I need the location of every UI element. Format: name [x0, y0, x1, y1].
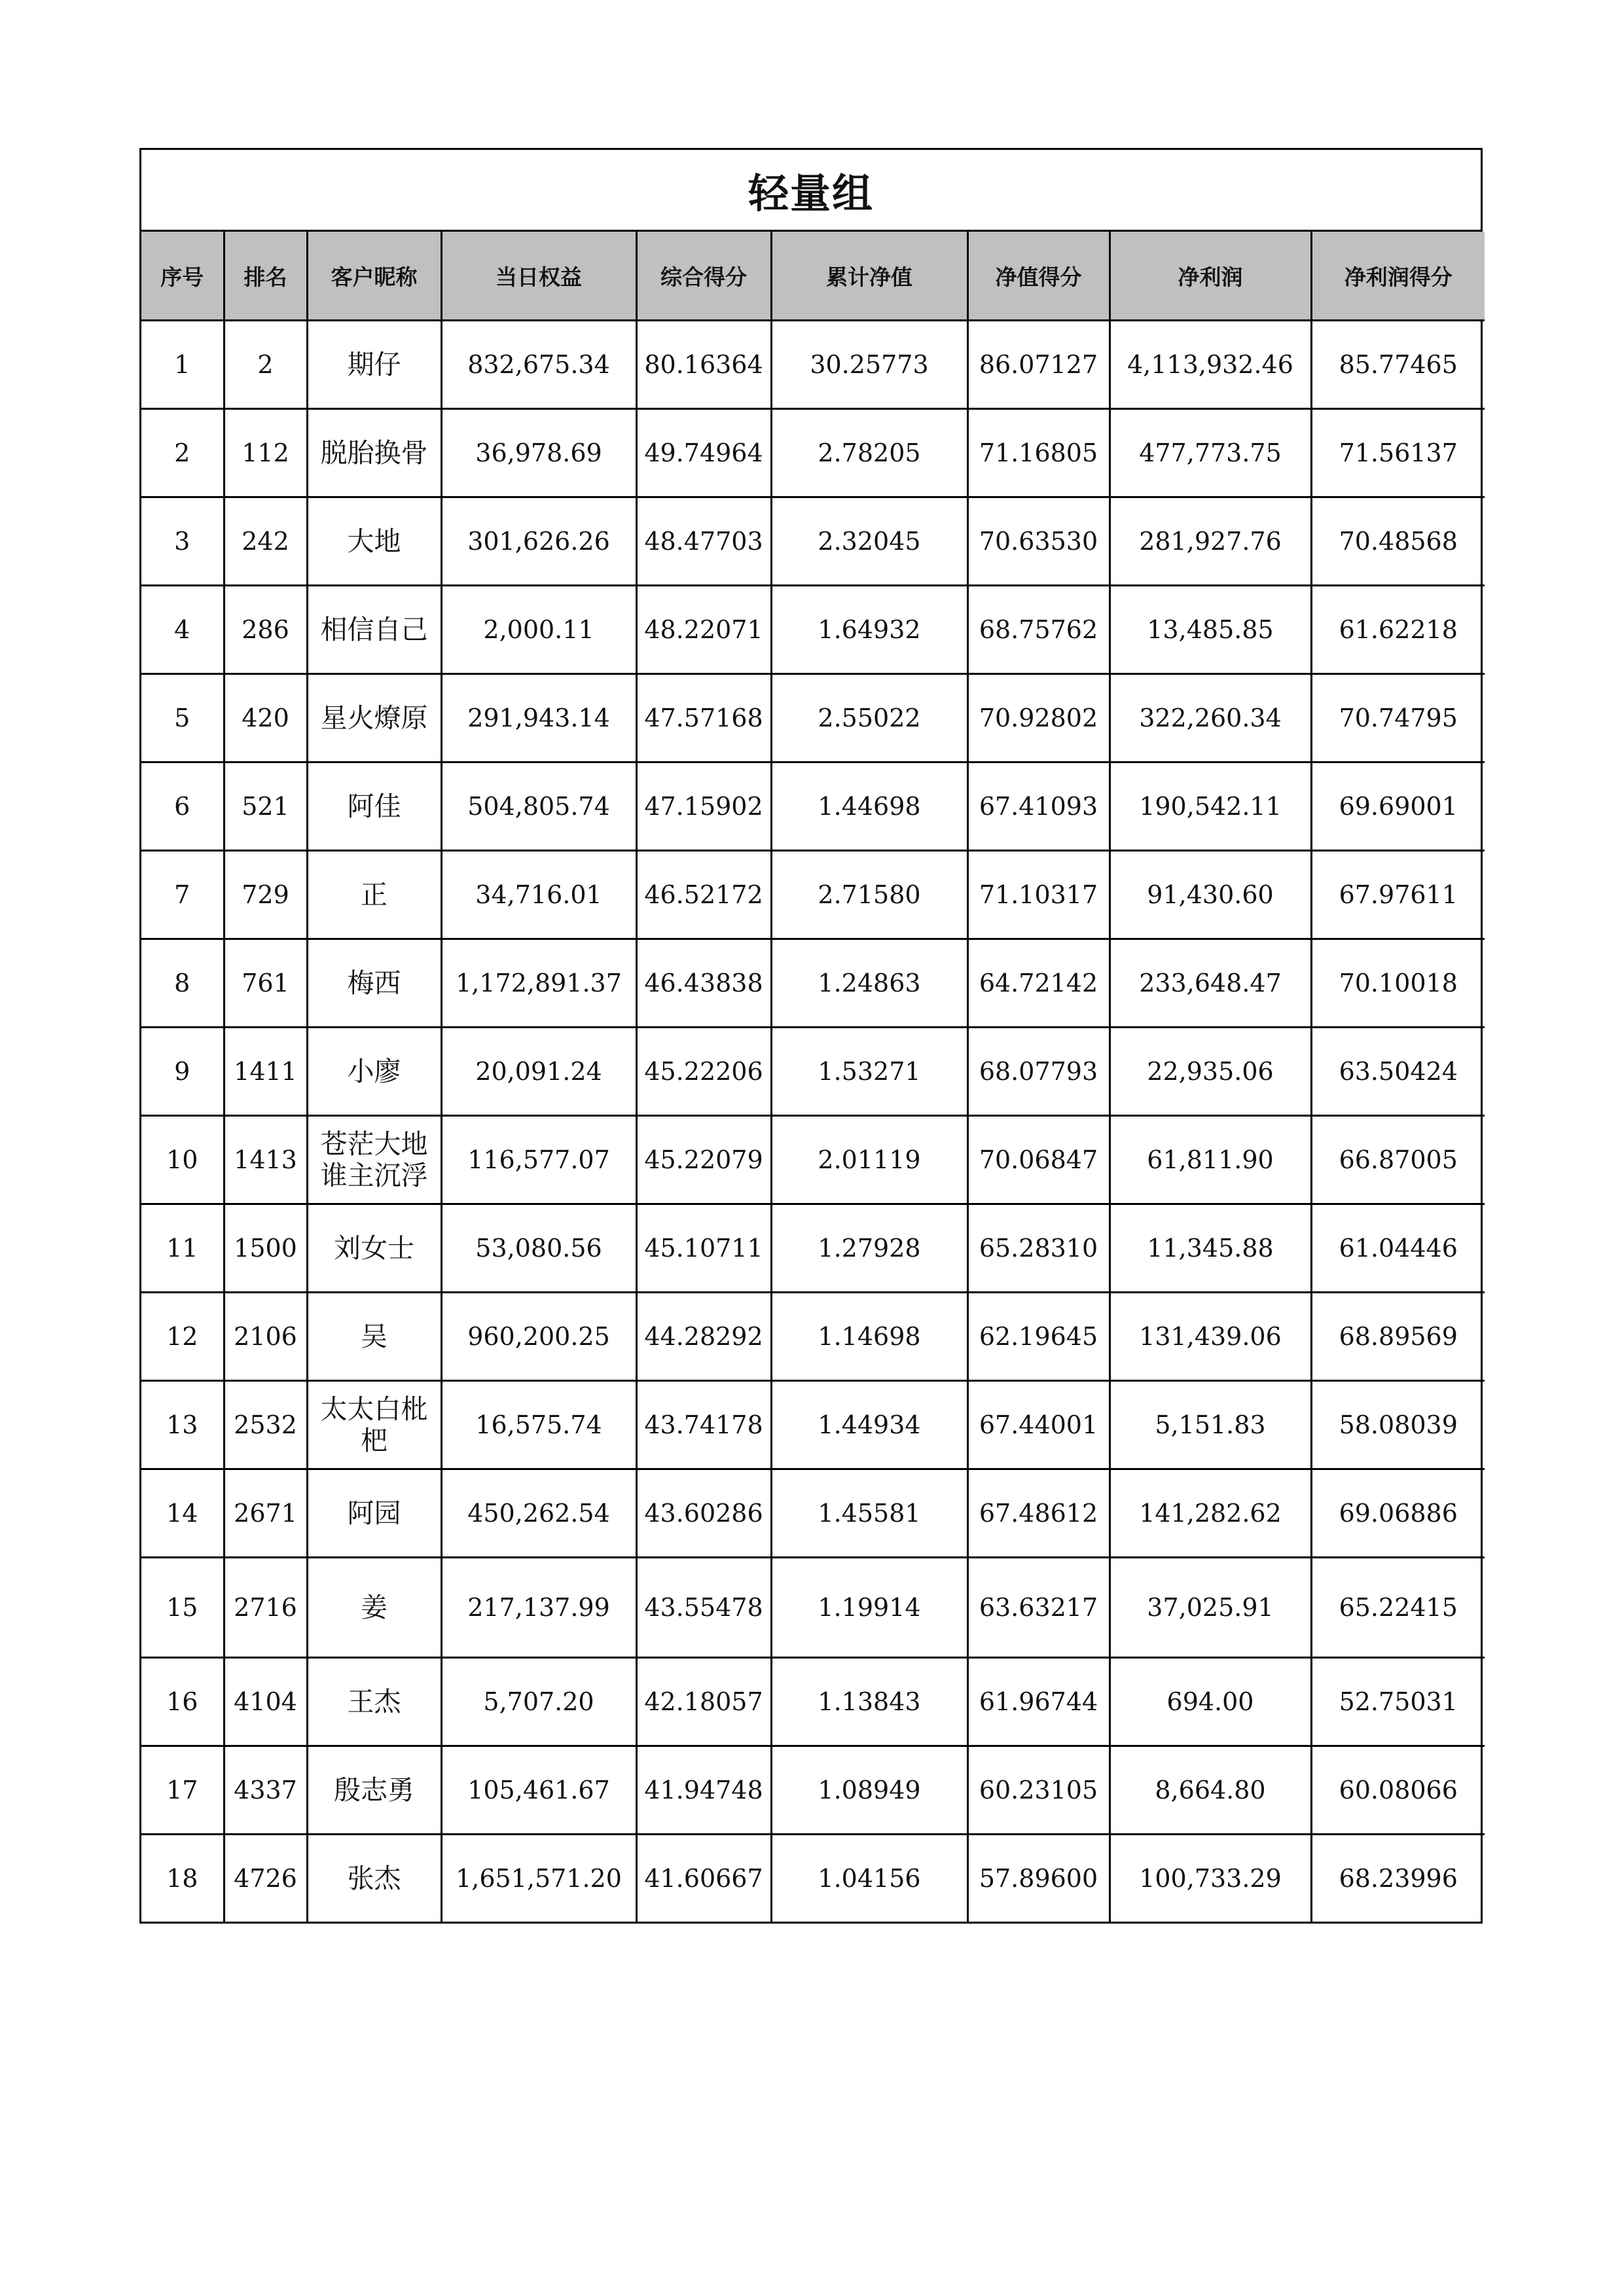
- rank-cell: 4104: [224, 1658, 307, 1746]
- cumulative-nav-cell: 1.44934: [771, 1381, 967, 1469]
- nickname-cell: 阿佳: [307, 762, 441, 851]
- net-profit-cell: 11,345.88: [1110, 1204, 1311, 1293]
- table-row: [141, 851, 1485, 939]
- daily-equity-cell: 504,805.74: [441, 762, 636, 851]
- cumulative-nav-cell: 1.14698: [771, 1293, 967, 1381]
- nickname-cell: 小廖: [307, 1028, 441, 1116]
- net-profit-cell: 37,025.91: [1110, 1558, 1311, 1658]
- index-cell: 9: [141, 1028, 224, 1116]
- net-profit-score-cell: 68.89569: [1311, 1293, 1485, 1381]
- net-profit-cell: 8,664.80: [1110, 1746, 1311, 1835]
- col-header-nickname: 客户昵称: [307, 232, 441, 321]
- total-score-cell: 48.47703: [636, 497, 771, 586]
- daily-equity-cell: 301,626.26: [441, 497, 636, 586]
- index-cell: 4: [141, 586, 224, 674]
- table-row: [141, 939, 1485, 1028]
- net-profit-score-cell: 61.62218: [1311, 586, 1485, 674]
- table-row: [141, 762, 1485, 851]
- rank-cell: 521: [224, 762, 307, 851]
- nickname-cell: 阿园: [307, 1469, 441, 1558]
- col-header-net-profit-score: 净利润得分: [1311, 232, 1485, 321]
- nav-score-cell: 67.48612: [967, 1469, 1110, 1558]
- col-header-daily-equity: 当日权益: [441, 232, 636, 321]
- nickname-cell: 刘女士: [307, 1204, 441, 1293]
- net-profit-cell: 61,811.90: [1110, 1116, 1311, 1204]
- net-profit-cell: 13,485.85: [1110, 586, 1311, 674]
- net-profit-cell: 233,648.47: [1110, 939, 1311, 1028]
- index-cell: 17: [141, 1746, 224, 1835]
- sheet-title: 轻量组: [141, 150, 1481, 232]
- nickname-cell: 殷志勇: [307, 1746, 441, 1835]
- total-score-cell: 46.52172: [636, 851, 771, 939]
- rank-cell: 112: [224, 409, 307, 497]
- nav-score-cell: 63.63217: [967, 1558, 1110, 1658]
- index-cell: 2: [141, 409, 224, 497]
- rank-cell: 2671: [224, 1469, 307, 1558]
- index-cell: 18: [141, 1835, 224, 1922]
- rank-cell: 1500: [224, 1204, 307, 1293]
- net-profit-score-cell: 70.48568: [1311, 497, 1485, 586]
- table-row: [141, 1028, 1485, 1116]
- cumulative-nav-cell: 1.24863: [771, 939, 967, 1028]
- table-row: [141, 1204, 1485, 1293]
- net-profit-score-cell: 52.75031: [1311, 1658, 1485, 1746]
- rank-cell: 2716: [224, 1558, 307, 1658]
- col-header-rank: 排名: [224, 232, 307, 321]
- index-cell: 3: [141, 497, 224, 586]
- nickname-cell: 太太白枇杷: [307, 1381, 441, 1469]
- index-cell: 10: [141, 1116, 224, 1204]
- net-profit-score-cell: 61.04446: [1311, 1204, 1485, 1293]
- nav-score-cell: 67.44001: [967, 1381, 1110, 1469]
- table-row: [141, 1558, 1485, 1658]
- total-score-cell: 80.16364: [636, 321, 771, 409]
- cumulative-nav-cell: 2.32045: [771, 497, 967, 586]
- cumulative-nav-cell: 1.53271: [771, 1028, 967, 1116]
- col-header-cumulative-nav: 累计净值: [771, 232, 967, 321]
- net-profit-cell: 100,733.29: [1110, 1835, 1311, 1922]
- cumulative-nav-cell: 1.04156: [771, 1835, 967, 1922]
- total-score-cell: 41.94748: [636, 1746, 771, 1835]
- nav-score-cell: 60.23105: [967, 1746, 1110, 1835]
- daily-equity-cell: 34,716.01: [441, 851, 636, 939]
- nickname-cell: 王杰: [307, 1658, 441, 1746]
- ranking-sheet: [139, 148, 1483, 1924]
- nickname-cell: 相信自己: [307, 586, 441, 674]
- total-score-cell: 45.22206: [636, 1028, 771, 1116]
- total-score-cell: 47.57168: [636, 674, 771, 762]
- net-profit-score-cell: 60.08066: [1311, 1746, 1485, 1835]
- rank-cell: 2532: [224, 1381, 307, 1469]
- table-body: [141, 321, 1485, 1922]
- cumulative-nav-cell: 1.27928: [771, 1204, 967, 1293]
- col-header-net-profit: 净利润: [1110, 232, 1311, 321]
- net-profit-cell: 131,439.06: [1110, 1293, 1311, 1381]
- cumulative-nav-cell: 1.19914: [771, 1558, 967, 1658]
- net-profit-score-cell: 66.87005: [1311, 1116, 1485, 1204]
- daily-equity-cell: 20,091.24: [441, 1028, 636, 1116]
- total-score-cell: 43.55478: [636, 1558, 771, 1658]
- rank-cell: 286: [224, 586, 307, 674]
- table-row: [141, 1746, 1485, 1835]
- daily-equity-cell: 1,172,891.37: [441, 939, 636, 1028]
- net-profit-cell: 5,151.83: [1110, 1381, 1311, 1469]
- net-profit-score-cell: 85.77465: [1311, 321, 1485, 409]
- daily-equity-cell: 5,707.20: [441, 1658, 636, 1746]
- col-header-nav-score: 净值得分: [967, 232, 1110, 321]
- nav-score-cell: 70.06847: [967, 1116, 1110, 1204]
- nav-score-cell: 62.19645: [967, 1293, 1110, 1381]
- net-profit-score-cell: 69.69001: [1311, 762, 1485, 851]
- table-row: [141, 321, 1485, 409]
- daily-equity-cell: 832,675.34: [441, 321, 636, 409]
- index-cell: 14: [141, 1469, 224, 1558]
- rank-cell: 4726: [224, 1835, 307, 1922]
- col-header-index: 序号: [141, 232, 224, 321]
- table-row: [141, 1381, 1485, 1469]
- net-profit-score-cell: 65.22415: [1311, 1558, 1485, 1658]
- net-profit-score-cell: 67.97611: [1311, 851, 1485, 939]
- index-cell: 11: [141, 1204, 224, 1293]
- nickname-cell: 梅西: [307, 939, 441, 1028]
- net-profit-cell: 190,542.11: [1110, 762, 1311, 851]
- nav-score-cell: 71.16805: [967, 409, 1110, 497]
- nav-score-cell: 64.72142: [967, 939, 1110, 1028]
- index-cell: 13: [141, 1381, 224, 1469]
- total-score-cell: 47.15902: [636, 762, 771, 851]
- net-profit-score-cell: 68.23996: [1311, 1835, 1485, 1922]
- net-profit-cell: 4,113,932.46: [1110, 321, 1311, 409]
- nav-score-cell: 65.28310: [967, 1204, 1110, 1293]
- net-profit-cell: 281,927.76: [1110, 497, 1311, 586]
- daily-equity-cell: 450,262.54: [441, 1469, 636, 1558]
- cumulative-nav-cell: 30.25773: [771, 321, 967, 409]
- rank-cell: 761: [224, 939, 307, 1028]
- daily-equity-cell: 1,651,571.20: [441, 1835, 636, 1922]
- net-profit-score-cell: 71.56137: [1311, 409, 1485, 497]
- nickname-cell: 期仔: [307, 321, 441, 409]
- cumulative-nav-cell: 1.45581: [771, 1469, 967, 1558]
- nav-score-cell: 61.96744: [967, 1658, 1110, 1746]
- rank-cell: 729: [224, 851, 307, 939]
- nav-score-cell: 71.10317: [967, 851, 1110, 939]
- index-cell: 5: [141, 674, 224, 762]
- index-cell: 8: [141, 939, 224, 1028]
- table-row: [141, 497, 1485, 586]
- rank-cell: 4337: [224, 1746, 307, 1835]
- cumulative-nav-cell: 2.01119: [771, 1116, 967, 1204]
- nickname-cell: 张杰: [307, 1835, 441, 1922]
- cumulative-nav-cell: 2.55022: [771, 674, 967, 762]
- net-profit-cell: 477,773.75: [1110, 409, 1311, 497]
- net-profit-score-cell: 58.08039: [1311, 1381, 1485, 1469]
- nickname-cell: 正: [307, 851, 441, 939]
- cumulative-nav-cell: 1.64932: [771, 586, 967, 674]
- cumulative-nav-cell: 1.08949: [771, 1746, 967, 1835]
- daily-equity-cell: 960,200.25: [441, 1293, 636, 1381]
- index-cell: 6: [141, 762, 224, 851]
- index-cell: 12: [141, 1293, 224, 1381]
- nickname-cell: 吴: [307, 1293, 441, 1381]
- net-profit-score-cell: 63.50424: [1311, 1028, 1485, 1116]
- total-score-cell: 49.74964: [636, 409, 771, 497]
- table-row: [141, 1658, 1485, 1746]
- total-score-cell: 43.60286: [636, 1469, 771, 1558]
- net-profit-score-cell: 69.06886: [1311, 1469, 1485, 1558]
- net-profit-score-cell: 70.10018: [1311, 939, 1485, 1028]
- rank-cell: 242: [224, 497, 307, 586]
- total-score-cell: 45.10711: [636, 1204, 771, 1293]
- index-cell: 1: [141, 321, 224, 409]
- net-profit-cell: 141,282.62: [1110, 1469, 1311, 1558]
- table-row: [141, 409, 1485, 497]
- nav-score-cell: 68.75762: [967, 586, 1110, 674]
- daily-equity-cell: 53,080.56: [441, 1204, 636, 1293]
- net-profit-score-cell: 70.74795: [1311, 674, 1485, 762]
- daily-equity-cell: 217,137.99: [441, 1558, 636, 1658]
- total-score-cell: 46.43838: [636, 939, 771, 1028]
- index-cell: 16: [141, 1658, 224, 1746]
- nickname-cell: 脱胎换骨: [307, 409, 441, 497]
- nav-score-cell: 70.92802: [967, 674, 1110, 762]
- index-cell: 7: [141, 851, 224, 939]
- total-score-cell: 48.22071: [636, 586, 771, 674]
- daily-equity-cell: 105,461.67: [441, 1746, 636, 1835]
- index-cell: 15: [141, 1558, 224, 1658]
- nickname-cell: 苍茫大地谁主沉浮: [307, 1116, 441, 1204]
- total-score-cell: 41.60667: [636, 1835, 771, 1922]
- nickname-cell: 星火燎原: [307, 674, 441, 762]
- nickname-cell: 大地: [307, 497, 441, 586]
- rank-cell: 1411: [224, 1028, 307, 1116]
- net-profit-cell: 22,935.06: [1110, 1028, 1311, 1116]
- table-row: [141, 1116, 1485, 1204]
- cumulative-nav-cell: 2.71580: [771, 851, 967, 939]
- cumulative-nav-cell: 2.78205: [771, 409, 967, 497]
- rank-cell: 2106: [224, 1293, 307, 1381]
- nickname-cell: 姜: [307, 1558, 441, 1658]
- daily-equity-cell: 36,978.69: [441, 409, 636, 497]
- rank-cell: 2: [224, 321, 307, 409]
- total-score-cell: 45.22079: [636, 1116, 771, 1204]
- daily-equity-cell: 116,577.07: [441, 1116, 636, 1204]
- nav-score-cell: 70.63530: [967, 497, 1110, 586]
- total-score-cell: 42.18057: [636, 1658, 771, 1746]
- net-profit-cell: 91,430.60: [1110, 851, 1311, 939]
- daily-equity-cell: 16,575.74: [441, 1381, 636, 1469]
- total-score-cell: 44.28292: [636, 1293, 771, 1381]
- table-row: [141, 1469, 1485, 1558]
- col-header-total-score: 综合得分: [636, 232, 771, 321]
- rank-cell: 420: [224, 674, 307, 762]
- nav-score-cell: 86.07127: [967, 321, 1110, 409]
- net-profit-cell: 694.00: [1110, 1658, 1311, 1746]
- nav-score-cell: 57.89600: [967, 1835, 1110, 1922]
- daily-equity-cell: 291,943.14: [441, 674, 636, 762]
- total-score-cell: 43.74178: [636, 1381, 771, 1469]
- table-row: [141, 1835, 1485, 1922]
- ranking-table: [141, 232, 1485, 1922]
- header-row: [141, 232, 1485, 321]
- net-profit-cell: 322,260.34: [1110, 674, 1311, 762]
- nav-score-cell: 67.41093: [967, 762, 1110, 851]
- cumulative-nav-cell: 1.13843: [771, 1658, 967, 1746]
- cumulative-nav-cell: 1.44698: [771, 762, 967, 851]
- table-row: [141, 674, 1485, 762]
- table-row: [141, 586, 1485, 674]
- table-row: [141, 1293, 1485, 1381]
- nav-score-cell: 68.07793: [967, 1028, 1110, 1116]
- daily-equity-cell: 2,000.11: [441, 586, 636, 674]
- rank-cell: 1413: [224, 1116, 307, 1204]
